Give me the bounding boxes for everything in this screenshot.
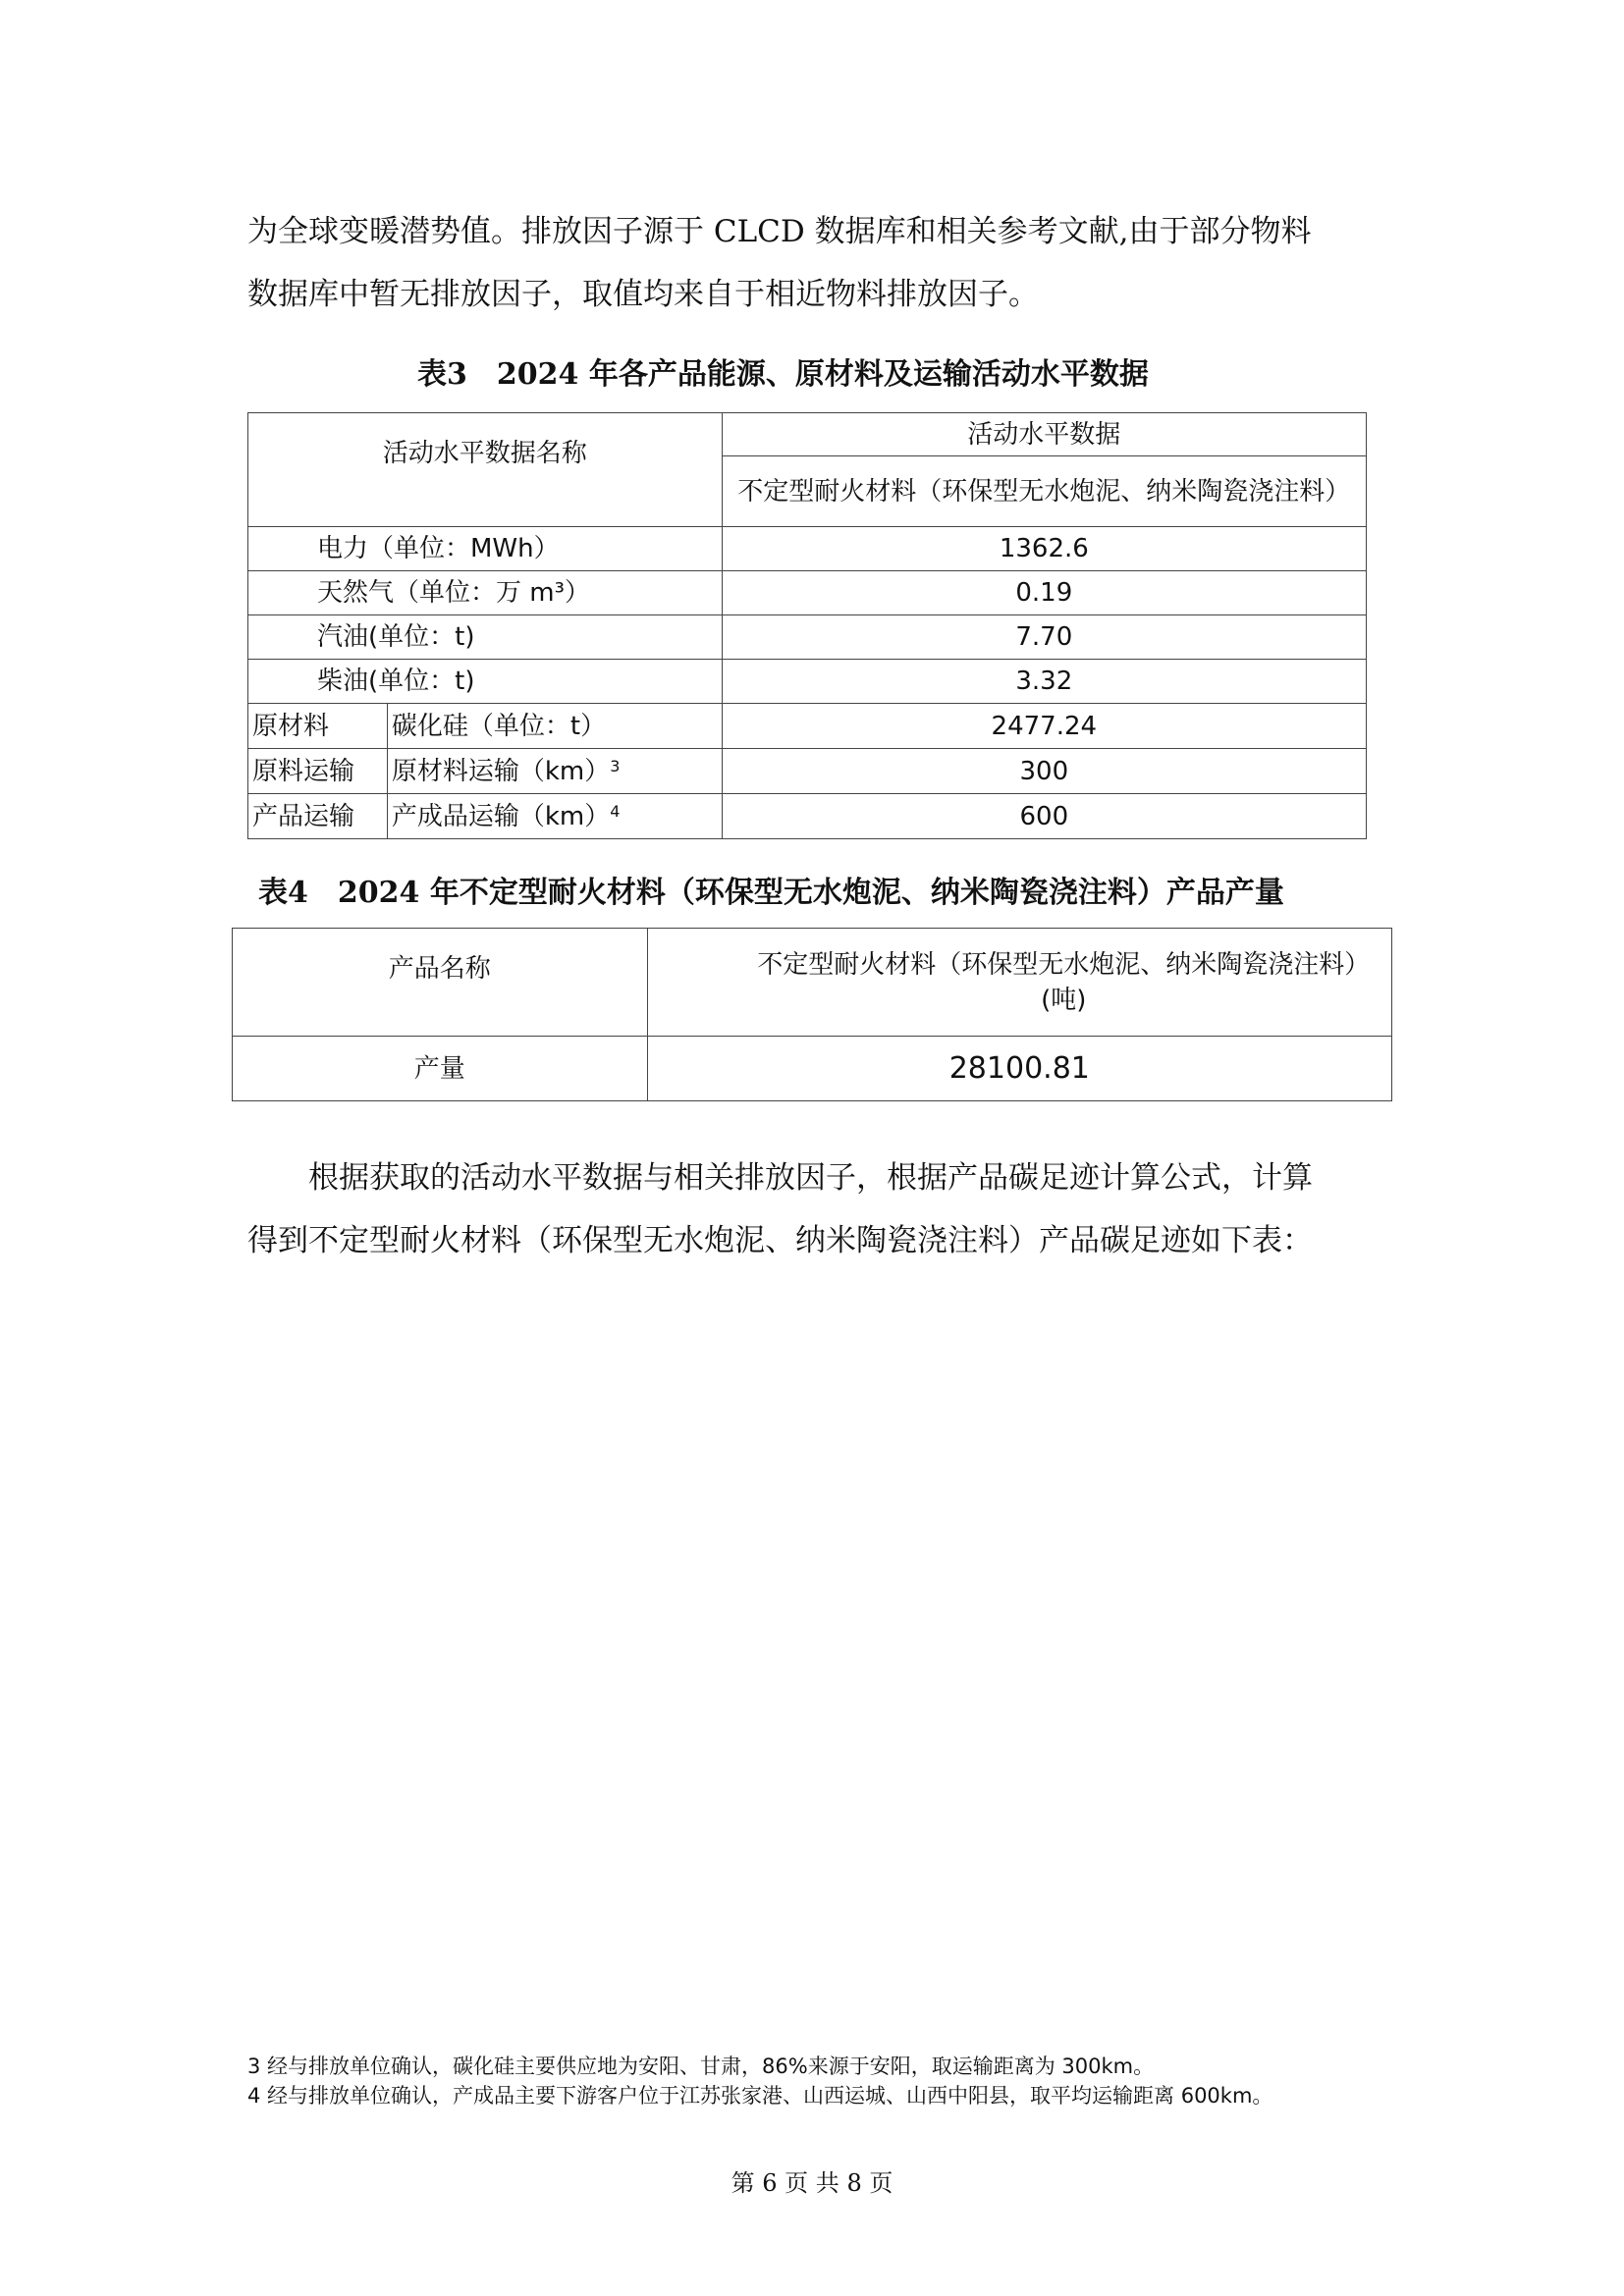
table3-sub-label: 原材料运输（km） — [391, 756, 611, 786]
activity-data-table — [247, 412, 1367, 839]
table4-header-product: 不定型耐火材料（环保型无水炮泥、纳米陶瓷浇注料）(吨) — [647, 929, 1391, 1037]
table3-row-label: 天然气（单位：万 m³） — [248, 571, 723, 615]
footnote-4: 4 经与排放单位确认，产成品主要下游客户位于江苏张家港、山西运城、山西中阳县，取平均运输距离 600km。 — [247, 2084, 1273, 2108]
intro-line-2: 数据库中暂无排放因子，取值均来自于相近物料排放因子。 — [247, 277, 1039, 312]
table4-header-name: 产品名称 — [233, 929, 648, 1037]
table3-sub-label: 产成品运输（km） — [391, 801, 611, 831]
footnote-ref: 4 — [610, 801, 621, 821]
conclusion-line-2: 得到不定型耐火材料（环保型无水炮泥、纳米陶瓷浇注料）产品碳足迹如下表： — [247, 1223, 1313, 1258]
intro-line-1: 为全球变暖潜势值。排放因子源于 CLCD 数据库和相关参考文献,由于部分物料 — [247, 214, 1312, 249]
table3-row-label: 汽油(单位：t) — [248, 615, 723, 660]
table3-row-value: 600 — [722, 794, 1366, 839]
table3-row-value: 1362.6 — [722, 527, 1366, 571]
table4-row-label: 产量 — [233, 1037, 648, 1101]
table3-caption: 表3 2024 年各产品能源、原材料及运输活动水平数据 — [417, 357, 1149, 392]
table3-header-data: 活动水平数据 — [722, 413, 1366, 456]
footnote-ref: 3 — [610, 756, 621, 775]
table3-header-product: 不定型耐火材料（环保型无水炮泥、纳米陶瓷浇注料） — [722, 456, 1366, 527]
table3-category: 产品运输 — [248, 794, 388, 839]
table3-row-value: 0.19 — [722, 571, 1366, 615]
table4-row-value: 28100.81 — [647, 1037, 1391, 1101]
page-number: 第 6 页 共 8 页 — [731, 2169, 893, 2197]
table3-row-value: 7.70 — [722, 615, 1366, 660]
table3-row-value: 300 — [722, 749, 1366, 794]
table3-header-name: 活动水平数据名称 — [248, 413, 723, 527]
table3-row-label: 电力（单位：MWh） — [248, 527, 723, 571]
product-output-table — [232, 928, 1392, 1101]
footnote-3: 3 经与排放单位确认，碳化硅主要供应地为安阳、甘肃，86%来源于安阳，取运输距离为 300km。 — [247, 2055, 1155, 2078]
table3-sub-label: 碳化硅（单位：t） — [387, 704, 722, 749]
table3-sub-label-cell — [387, 749, 722, 794]
conclusion-line-1: 根据获取的活动水平数据与相关排放因子，根据产品碳足迹计算公式，计算 — [308, 1160, 1313, 1196]
table3-row-value: 2477.24 — [722, 704, 1366, 749]
table3-row-value: 3.32 — [722, 660, 1366, 704]
table3-sub-label-cell — [387, 794, 722, 839]
table3-row-label: 柴油(单位：t) — [248, 660, 723, 704]
table3-category: 原材料 — [248, 704, 388, 749]
table3-category: 原料运输 — [248, 749, 388, 794]
table4-caption: 表4 2024 年不定型耐火材料（环保型无水炮泥、纳米陶瓷浇注料）产品产量 — [258, 876, 1284, 910]
